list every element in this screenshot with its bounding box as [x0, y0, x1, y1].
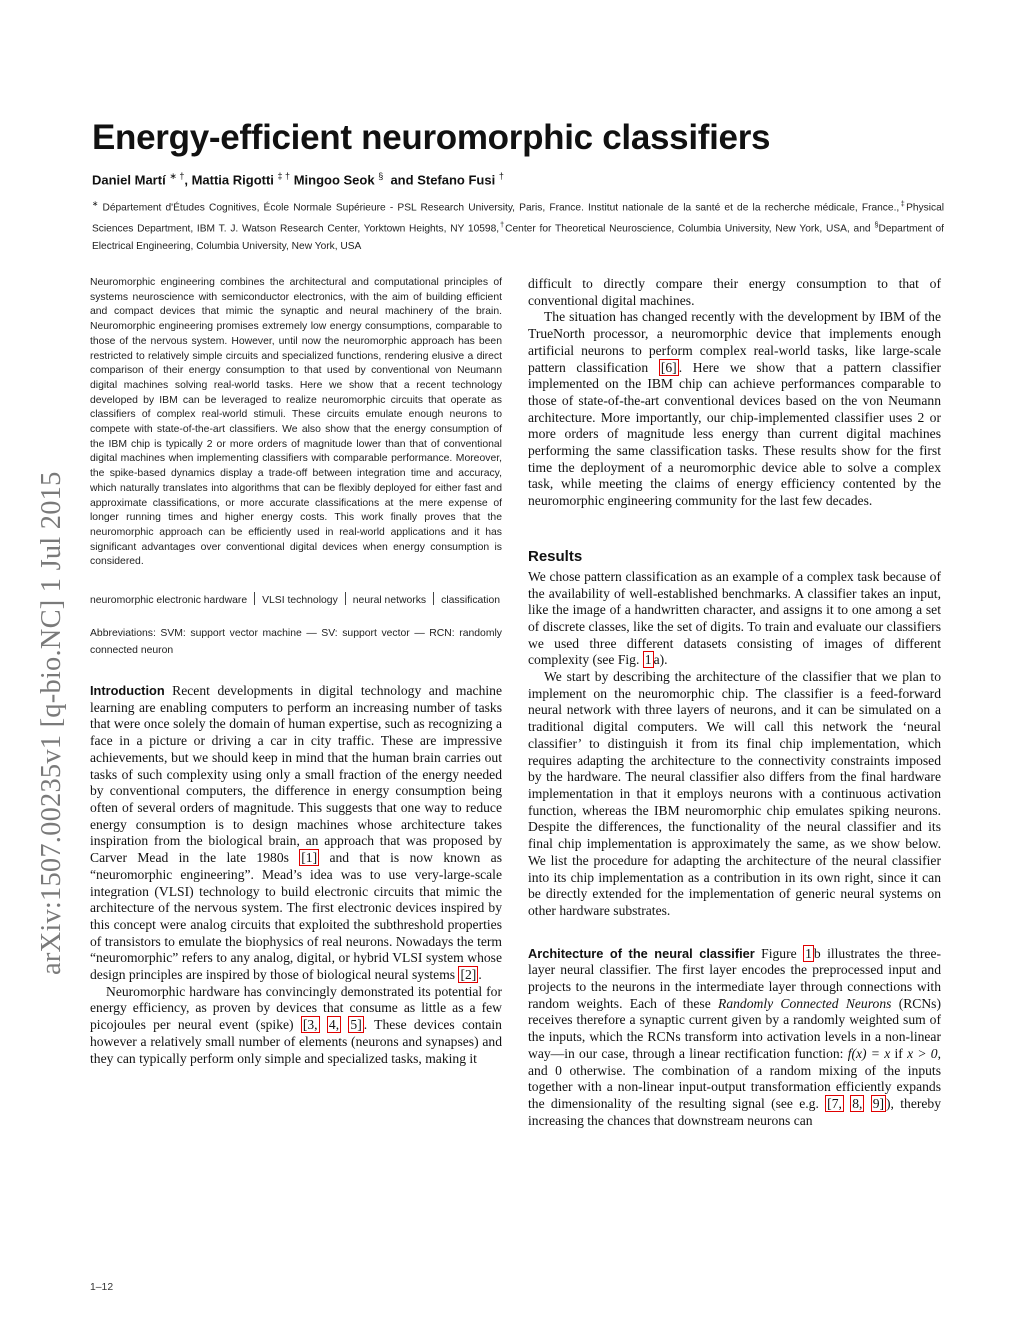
citation-link[interactable]: [7,	[827, 1095, 842, 1111]
paragraph-text: Recent developments in digital technology and machine learning are enabling computers to perform an increasing number of tasks that were once solely the domain of human expertise, such as recognizing a face in a picture or driving a car in city traffic. These are impressive achievements, but we should keep in mind that the human brain carries out tasks of such complexity using only a small fraction of the energy needed by conventional computers, the difference in energy consumption being often of several orders of magnitude. This suggests that one way to reduce energy consumption is to design machines whose architecture takes inspiration from the biological brain, an approach that was proposed by Carver Mead in the late 1980s	[90, 683, 502, 866]
paragraph-text: a).	[653, 652, 668, 668]
math-expression: f(x) = x	[847, 1045, 891, 1061]
math-expression: x > 0	[907, 1045, 938, 1061]
affiliation-text: Département d'Études Cognitives, École Normale Supérieure - PSL Research University, Paris, France. Institut nationale de la santé et de la recherche médicale, France.,	[102, 202, 900, 214]
author-name: Mattia Rigotti	[191, 172, 274, 188]
paragraph	[528, 946, 941, 1130]
author-marks: ‡ †	[277, 171, 291, 181]
page-number: 1–12	[90, 1282, 114, 1293]
keyword: VLSI technology	[262, 595, 338, 607]
author-name: Stefano Fusi	[417, 172, 496, 188]
intro-paragraph	[90, 984, 502, 1068]
paragraph-text: Neuromorphic hardware has convincingly demonstrated its potential for energy efficiency, as proven by devices that consume as little as a few picojoules per neural event (spike)	[90, 983, 502, 1033]
paragraph-text: (RCNs) receives therefore a synaptic current given by a randomly weighted sum of the inputs, which the RCNs transform into activation levels in a non-linear way—in our case, through a linear rectification function:	[528, 995, 941, 1061]
author-marks: §	[378, 171, 384, 181]
intro-paragraph	[90, 683, 502, 984]
paragraph-text: if	[894, 1045, 903, 1061]
citation-link[interactable]: 4,	[328, 1017, 340, 1033]
paragraph-text: , and 0 otherwise. The combination of a random mixing of the inputs together with a non-linear input-output transformation efficiently expands the dimensionality of the resulting signal (see e.g.	[528, 1045, 941, 1111]
author-conjunction: and	[390, 172, 414, 188]
affiliation-mark: ∗	[92, 199, 99, 208]
keyword: classification	[441, 595, 501, 607]
affiliations	[92, 195, 944, 255]
subsection-heading: Architecture of the neural classifier	[528, 945, 755, 961]
author-list: Daniel Martí ∗ †, Mattia Rigotti ‡ † Mingoo Seok § and Stefano Fusi †	[92, 171, 504, 188]
right-column	[528, 276, 941, 1129]
citation-link[interactable]: 5]	[350, 1017, 362, 1033]
author-marks: ∗ †	[169, 171, 185, 181]
paragraph: We start by describing the architecture of the classifier that we plan to implement on the neuromorphic chip. The classifier is a feed-forward neural network with three layers of neurons, and it can be simulated on a traditional digital computers. We will call this network the ‘neural classifier’ to distinguish it from its final chip implementation, which requires adapting the architecture to the connectivity constraints imposed by the hardware. The neural classifier also differs from the final hardware implementation in that it employs neurons with a continuous activation function, whereas the IBM neuromorphic chip emulates spiking neurons. Despite the differences, the functionality of the neural classifier and its final chip implementation is approximately the same, as we show below. We list the procedure for adapting the architecture of the neural classifier into its chip implementation as a contribution in its own right, since it can be directly extended for the implementation of generic neural systems on other hardware substrates.	[528, 669, 941, 918]
citation-link[interactable]: [3,	[302, 1017, 318, 1033]
paragraph-text: . These devices contain however a relatively small number of elements (neurons and synapses) and they can typically perform only simple and specialized tasks, making it	[90, 1017, 502, 1066]
paragraph-text: We chose pattern classification as an example of a complex task because of the availability of well-established benchmarks. A classifier takes an input, like the image of a handwritten character, and assigns it to one among a set of discrete classes, like the set of digits. To train and evaluate our classifiers we used three different datasets consisting of images of different complexity (see Fig.	[528, 568, 941, 668]
paragraph-text: Figure	[761, 945, 797, 961]
affiliation-mark: §	[874, 220, 879, 230]
affiliation-text: Center for Theoretical Neuroscience, Columbia University, New York, USA, and	[505, 223, 871, 235]
left-column	[90, 276, 502, 1067]
emphasis-text: Randomly Connected Neurons	[718, 995, 892, 1011]
arxiv-identifier: arXiv:1507.00235v1 [q-bio.NC] 1 Jul 2015	[36, 471, 67, 975]
author-marks: †	[498, 171, 504, 181]
citation-link[interactable]: [6]	[660, 359, 677, 375]
abbreviations: Abbreviations: SVM: support vector machine — SV: support vector — RCN: randomly connected neuron	[90, 628, 502, 657]
paragraph-text: ), thereby increasing the chances that downstream neurons can	[528, 1095, 942, 1128]
keywords	[90, 592, 502, 609]
paragraph: difficult to directly compare their energy consumption to that of conventional digital machines.	[528, 276, 941, 308]
author-name: Mingoo Seok	[293, 172, 375, 188]
affiliation-text: Department of Electrical Engineering, Columbia University, New York, USA	[92, 223, 944, 252]
keyword-separator	[345, 592, 346, 605]
affiliation-mark: †	[499, 220, 506, 230]
affiliation-text: Physical Sciences Department, IBM T. J. Watson Research Center, Yorktown Heights, NY 10598,	[92, 202, 945, 235]
paragraph-text: b illustrates the three-layer neural classifier. The first layer encodes the preprocessed input and projects to the neurons in the intermediate layer through connections with random weights. Each of these	[528, 945, 942, 1011]
citation-link[interactable]: 8,	[852, 1095, 863, 1111]
paragraph-text: The situation has changed recently with the development by IBM of the TrueNorth processor, a neuromorphic device that implements enough artificial neurons to perform complex real-world tasks, like large-scale pattern classification	[528, 309, 941, 375]
paragraph	[528, 569, 941, 669]
citation-link[interactable]: 9]	[872, 1095, 885, 1111]
affiliation-mark: ‡	[899, 199, 907, 208]
abstract: Neuromorphic engineering combines the architectural and computational principles of systems neuroscience with semiconductor electronics, with the aim of building efficient and compact devices that mimic the synaptic and neural machinery of the brain. Neuromorphic engineering promises extremely low energy consumptions, comparable to those of the nervous system. However, until now the neuromorphic approach has been restricted to relatively simple circuits and specialized functions, rendering elusive a direct comparison of their energy consumption to that used by conventional von Neumann digital machines solving real-world tasks. Here we show that a recent technology developed by IBM can be leveraged to realize neuromorphic circuits that operate as classifiers of complex real-world stimuli. These circuits emulate enough neurons to compete with state-of-the-art classifiers. We also show that the energy consumption of the IBM chip is typically 2 or more orders of magnitude lower than that of conventional digital machines when implementing classifiers with comparable performance. Moreover, the spike-based dynamics display a trade-off between integration time and accuracy, which naturally translates into algorithms that can be flexibly deployed for either fast and approximate classifications, or more accurate classifications at the mere expense of longer running times and higher energy costs. This work finally proves that the neuromorphic approach can be efficiently used in real-world applications and it has significant advantages over conventional digital devices when energy consumption is considered.	[90, 277, 502, 568]
citation-link[interactable]: [1]	[301, 850, 318, 866]
paragraph-text: . Here we show that a pattern classifier implemented on the IBM chip can achieve performances comparable to those of state-of-the-art conventional devices based on the von Neumann architecture. More importantly, our chip-implemented classifier uses 2 or more orders of magnitude less energy than current digital machines performing the same classification tasks. These results show for the first time the deployment of a neuromorphic device able to solve a complex task, while meeting the claims of energy efficiency contented by the neuromorphic engineering community for the last few decades.	[528, 359, 942, 509]
figure-link[interactable]: 1	[644, 652, 652, 668]
keyword-separator	[254, 592, 255, 605]
keyword: neural networks	[352, 595, 427, 607]
author-name: Daniel Martí	[92, 172, 166, 188]
section-heading-results: Results	[528, 547, 583, 565]
paragraph-text: and that is now known as “neuromorphic engineering”. Mead’s idea was to use very-large-scale integration (VLSI) technology to build electronic circuits that mimic the architecture of the nervous system. The first electronic devices inspired by this concept were analog circuits that exploited the subthreshold properties of transistors to emulate the biophysics of real neurons. Nowadays the term “neuromorphic” refers to any analog, digital, or hybrid VLSI system whose design principles are inspired by those of biological neural systems	[90, 850, 502, 983]
paragraph-text: .	[478, 967, 482, 983]
paper-title: Energy-efficient neuromorphic classifiers	[92, 118, 771, 157]
citation-link[interactable]: [2]	[460, 967, 477, 983]
keyword-separator	[433, 592, 434, 605]
paragraph	[528, 309, 941, 509]
keyword: neuromorphic electronic hardware	[90, 595, 248, 607]
section-heading-introduction: Introduction	[90, 683, 165, 699]
figure-link[interactable]: 1	[805, 945, 812, 961]
